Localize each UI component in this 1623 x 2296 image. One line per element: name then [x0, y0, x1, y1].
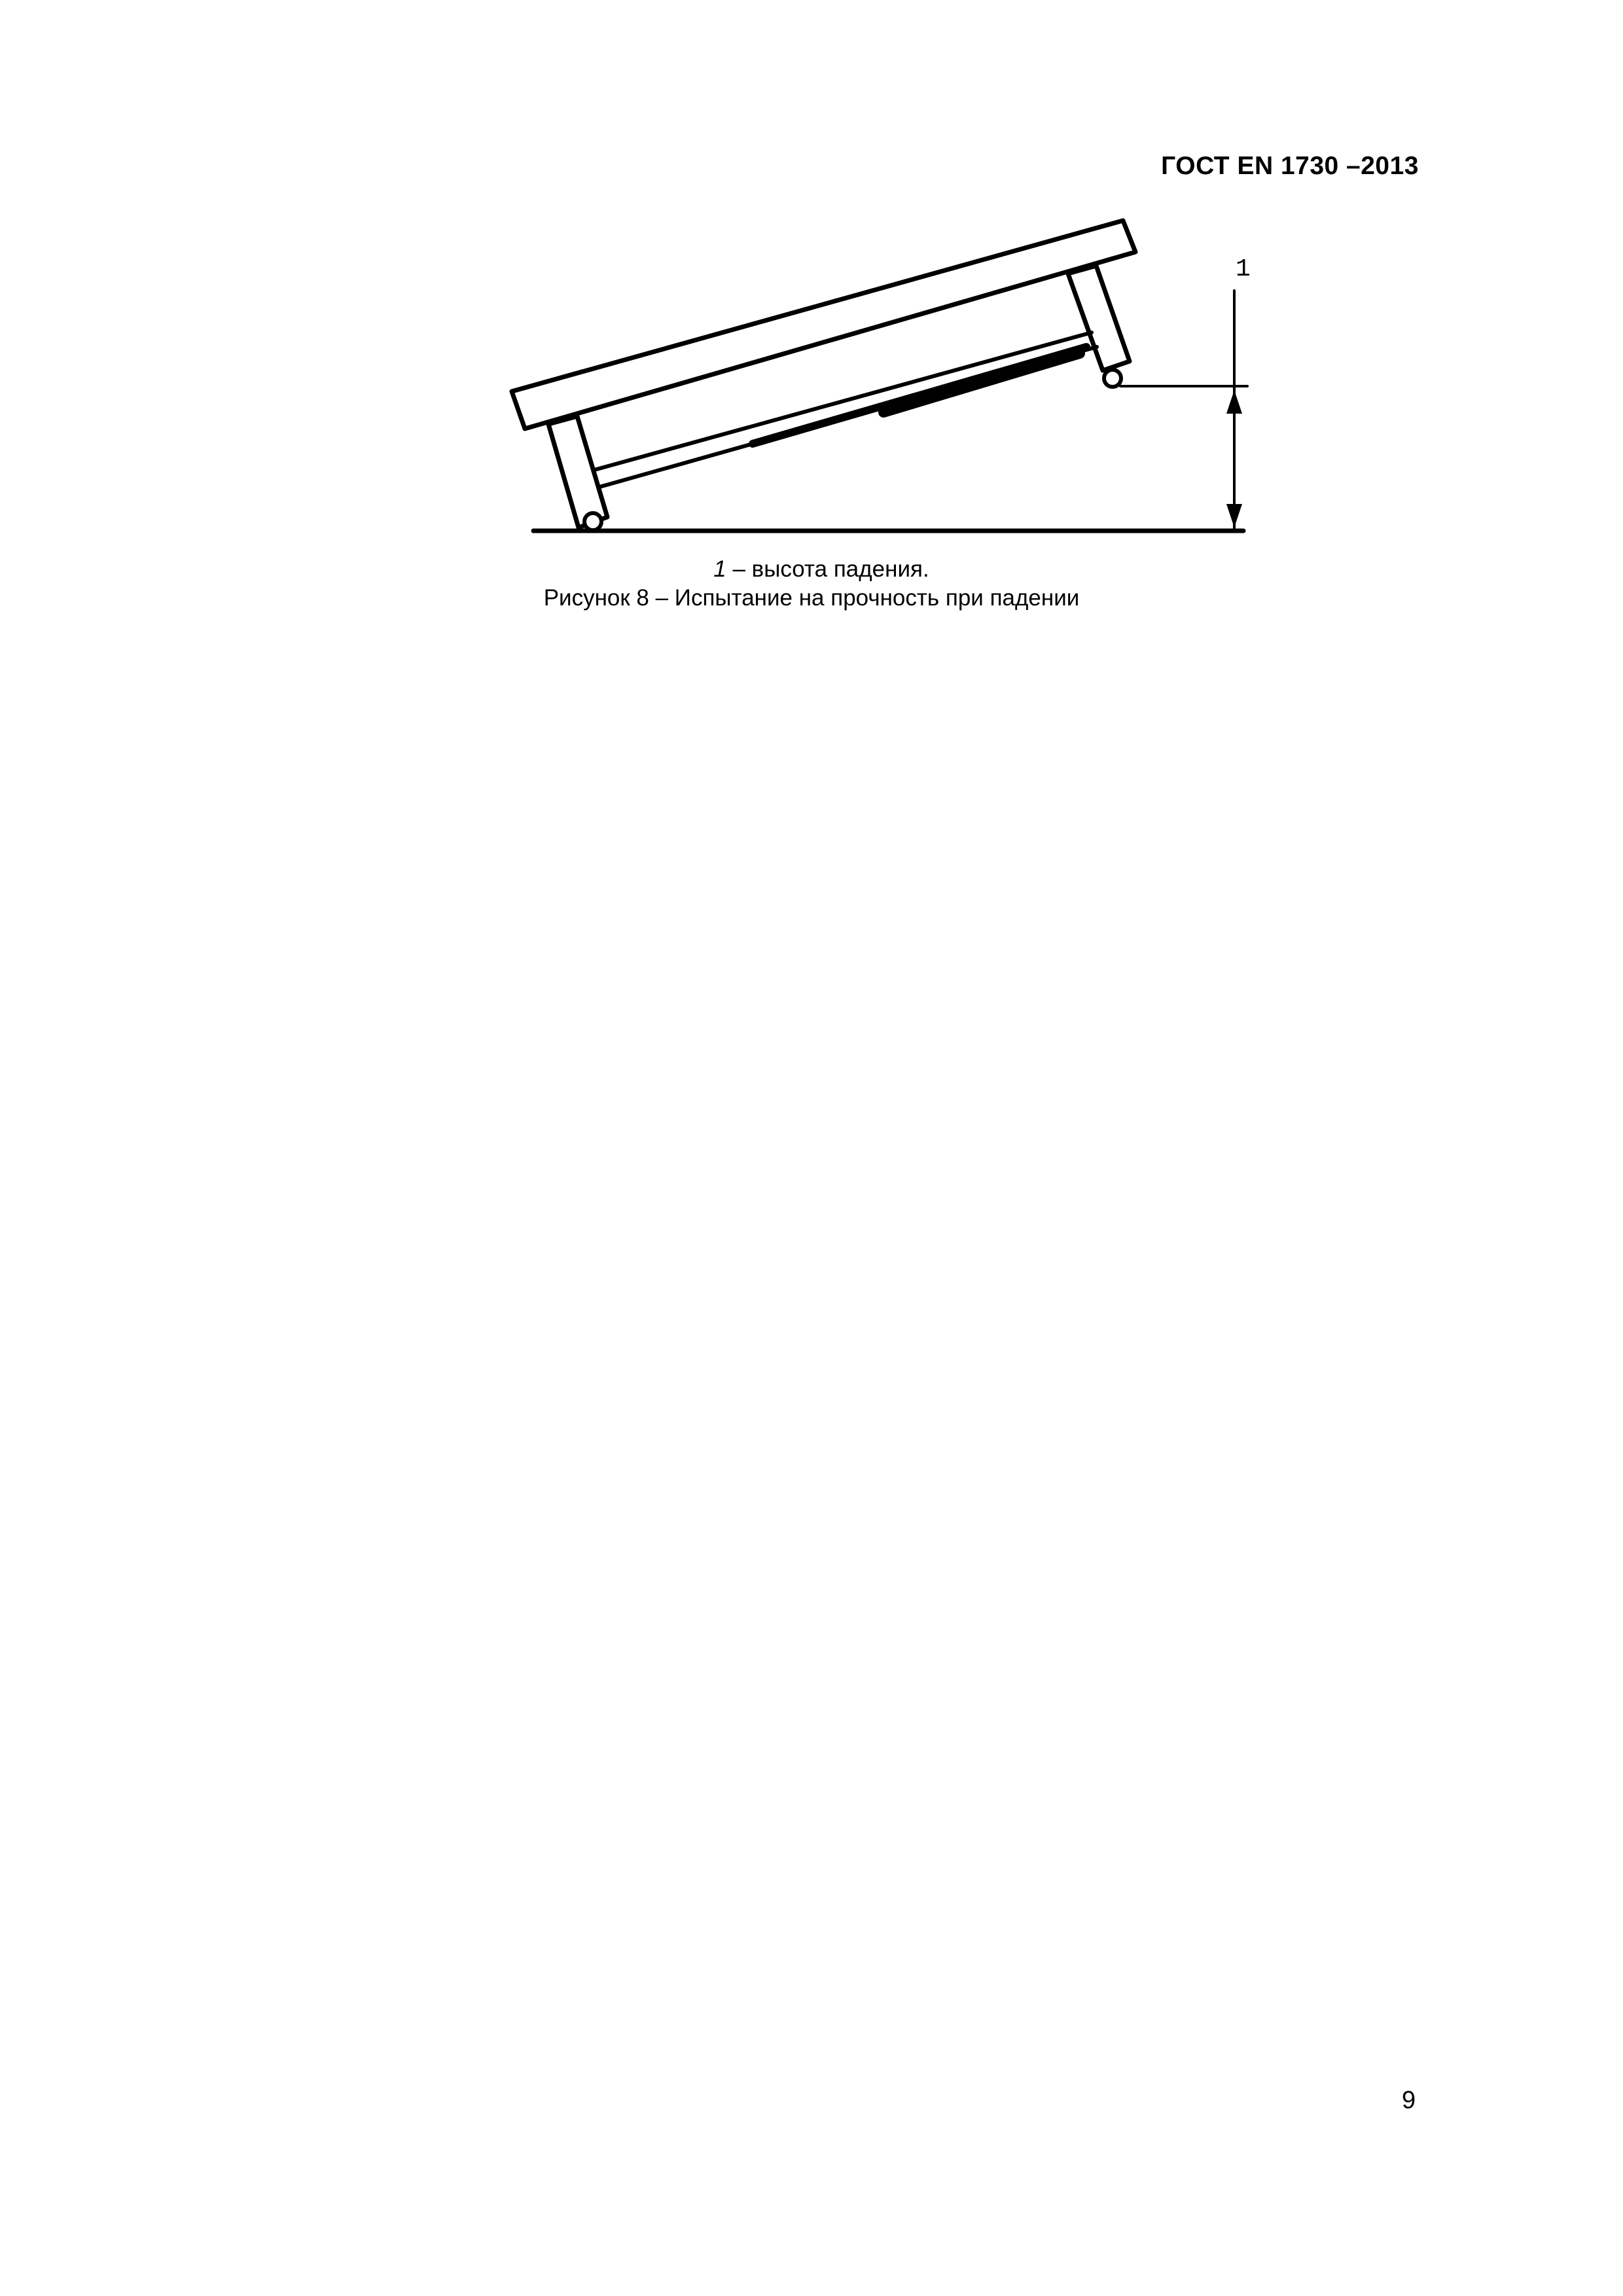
figure-caption: Рисунок 8 – Испытание на прочность при падении — [543, 585, 1080, 611]
callout-number: 1 — [1236, 255, 1251, 283]
legend-number: 1 — [713, 556, 726, 582]
arrow-up-head — [1226, 390, 1242, 414]
arrow-down-head — [1226, 504, 1242, 528]
left-leg — [548, 416, 607, 528]
left-foot — [584, 513, 601, 530]
legend-entry — [0, 555, 1623, 584]
document-header: ГОСТ EN 1730 –2013 — [1161, 152, 1419, 180]
table-top — [512, 221, 1135, 429]
legend-text: – высота падения. — [726, 556, 929, 582]
right-foot — [1104, 370, 1121, 387]
page-number: 9 — [1402, 2087, 1416, 2114]
figure-legend — [0, 555, 1623, 613]
